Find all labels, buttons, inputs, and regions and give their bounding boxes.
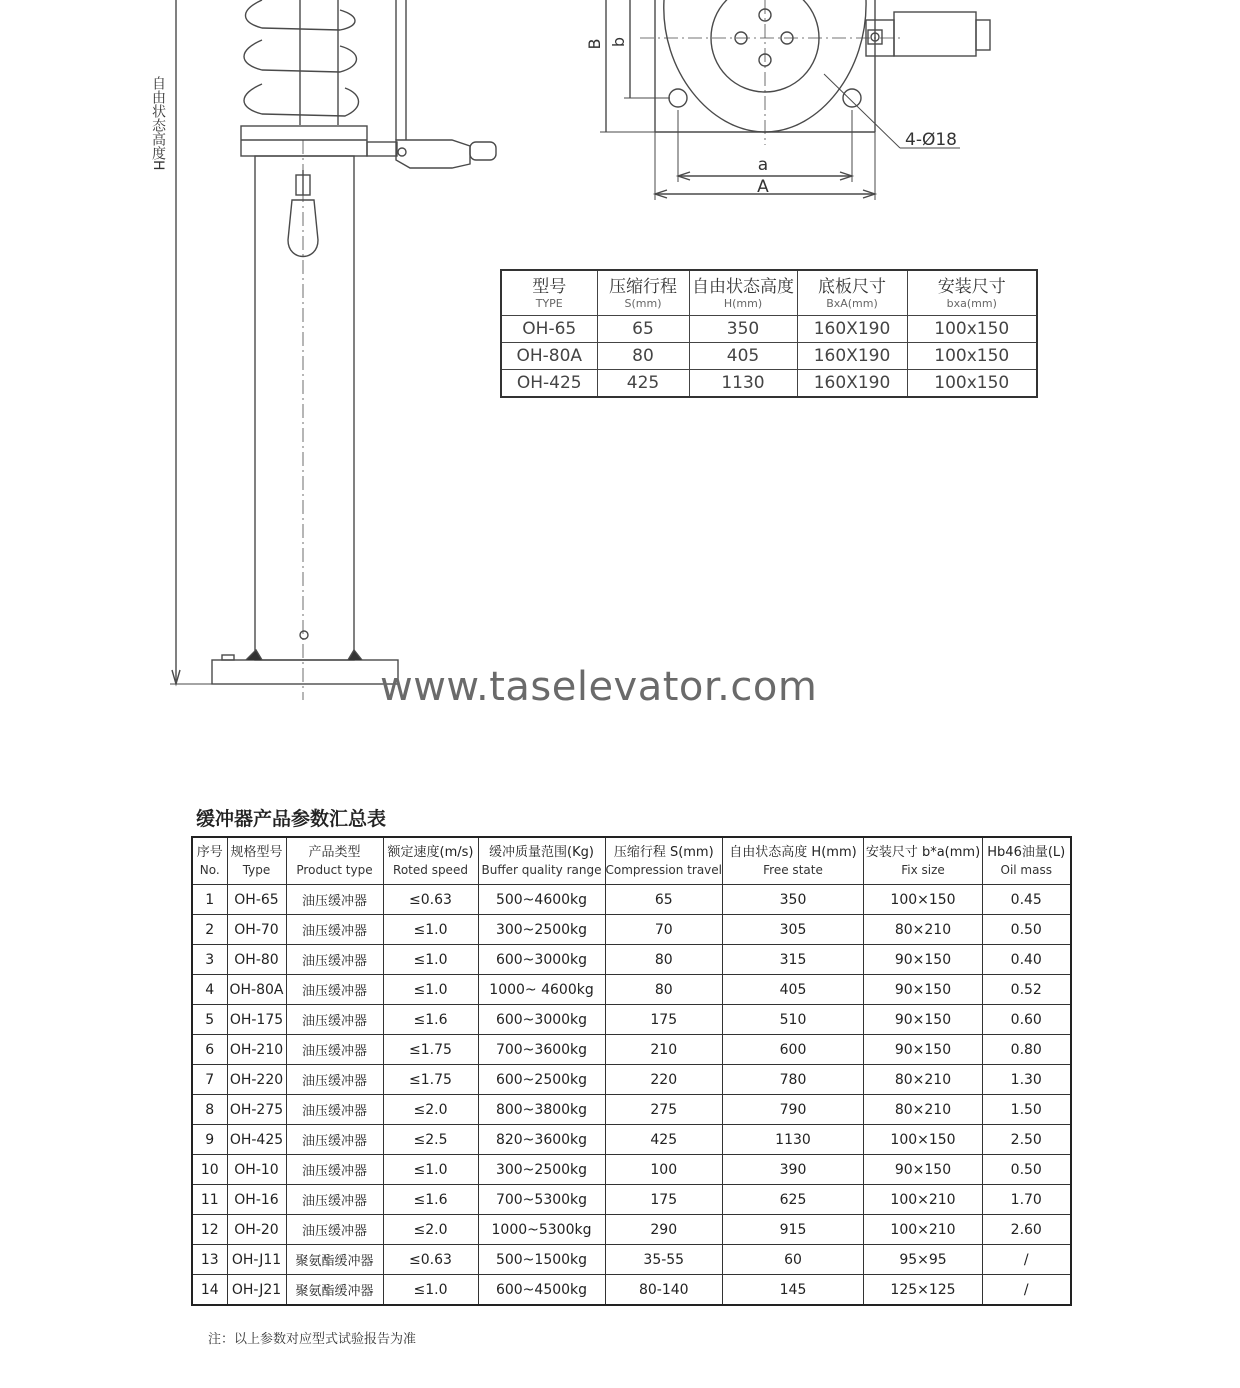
table-row [192,975,1071,1005]
summary-cell: 油压缓冲器 [286,1065,383,1095]
summary-cell: 油压缓冲器 [286,1005,383,1035]
summary-cell: 80-140 [605,1275,723,1306]
summary-cell: 2.60 [983,1215,1071,1245]
spec-table-row [501,370,1037,398]
spec-cell: OH-425 [501,370,597,398]
summary-cell: 70 [605,915,723,945]
summary-title: 缓冲器产品参数汇总表 [196,808,387,830]
summary-cell: 1.30 [983,1065,1071,1095]
summary-cell: 80×210 [864,915,983,945]
summary-cell: ≤1.0 [383,915,478,945]
summary-header-row [192,837,1071,885]
summary-cell: 0.45 [983,885,1071,915]
spec-table-row [501,316,1037,343]
table-row [192,915,1071,945]
summary-cell: 510 [723,1005,864,1035]
spec-cell: 100x150 [907,316,1037,343]
summary-cell: ≤0.63 [383,885,478,915]
table-row [192,1155,1071,1185]
summary-cell: 90×150 [864,975,983,1005]
summary-cell: 3 [192,945,227,975]
summary-cell: 10 [192,1155,227,1185]
summary-cell: 1 [192,885,227,915]
summary-cell: 油压缓冲器 [286,1155,383,1185]
spec-header-cell: 压缩行程 S(mm) [597,270,689,316]
table-row [192,1005,1071,1035]
table-row [192,1215,1071,1245]
dim-a-label: a [757,155,769,175]
dim-A-label: A [757,177,769,197]
spec-header-cell: 型号 TYPE [501,270,597,316]
summary-cell: 5 [192,1005,227,1035]
summary-cell: 290 [605,1215,723,1245]
summary-table [191,836,1072,1306]
summary-cell: 1.70 [983,1185,1071,1215]
spec-cell: 405 [689,343,797,370]
summary-cell: 145 [723,1275,864,1306]
summary-cell: ≤2.5 [383,1125,478,1155]
summary-cell: OH-70 [227,915,286,945]
summary-cell: 0.60 [983,1005,1071,1035]
summary-cell: ≤2.0 [383,1215,478,1245]
spec-header-cell: 安装尺寸 bxa(mm) [907,270,1037,316]
spec-table-row [501,343,1037,370]
summary-cell: 175 [605,1185,723,1215]
summary-cell: 12 [192,1215,227,1245]
summary-header-cell: 自由状态高度 H(mm) Free state [723,837,864,885]
summary-body [192,885,1071,1306]
summary-cell: 1130 [723,1125,864,1155]
summary-cell: OH-10 [227,1155,286,1185]
summary-cell: OH-65 [227,885,286,915]
summary-cell: 0.50 [983,915,1071,945]
table-row [192,1035,1071,1065]
summary-cell: 聚氨酯缓冲器 [286,1245,383,1275]
summary-cell: 305 [723,915,864,945]
table-row [192,1185,1071,1215]
summary-cell: OH-210 [227,1035,286,1065]
summary-cell: 90×150 [864,1035,983,1065]
summary-cell: 聚氨酯缓冲器 [286,1275,383,1306]
summary-cell: 425 [605,1125,723,1155]
summary-cell: 6 [192,1035,227,1065]
summary-cell: ≤1.6 [383,1185,478,1215]
summary-cell: 2.50 [983,1125,1071,1155]
spec-cell: 160X190 [797,370,907,398]
summary-cell: 790 [723,1095,864,1125]
summary-cell: 175 [605,1005,723,1035]
spec-cell: OH-65 [501,316,597,343]
summary-cell: OH-16 [227,1185,286,1215]
summary-cell: 100×210 [864,1215,983,1245]
spec-cell: 425 [597,370,689,398]
summary-cell: 390 [723,1155,864,1185]
summary-cell: ≤1.75 [383,1065,478,1095]
spec-cell: 80 [597,343,689,370]
summary-cell: 600~2500kg [478,1065,605,1095]
summary-header-cell: 安装尺寸 b*a(mm) Fix size [864,837,983,885]
watermark-url: www.taselevator.com [380,664,818,710]
summary-cell: 11 [192,1185,227,1215]
summary-cell: 4 [192,975,227,1005]
spec-table-header [501,270,1037,316]
summary-cell: 600~3000kg [478,1005,605,1035]
summary-cell: 油压缓冲器 [286,1215,383,1245]
summary-cell: 油压缓冲器 [286,945,383,975]
summary-cell: 275 [605,1095,723,1125]
summary-cell: 油压缓冲器 [286,1035,383,1065]
summary-header-cell: Hb46油量(L) Oil mass [983,837,1071,885]
summary-cell: / [983,1275,1071,1306]
summary-cell: 600~3000kg [478,945,605,975]
summary-cell: 350 [723,885,864,915]
summary-cell: 8 [192,1095,227,1125]
summary-cell: 9 [192,1125,227,1155]
spec-cell: 100x150 [907,370,1037,398]
summary-cell: / [983,1245,1071,1275]
summary-cell: 60 [723,1245,864,1275]
dim-B-label: B [585,38,604,50]
summary-cell: 915 [723,1215,864,1245]
summary-cell: ≤1.0 [383,1155,478,1185]
summary-cell: 油压缓冲器 [286,1185,383,1215]
summary-cell: 80×210 [864,1095,983,1125]
spec-cell: 350 [689,316,797,343]
summary-cell: 65 [605,885,723,915]
summary-cell: 90×150 [864,1155,983,1185]
summary-cell: 800~3800kg [478,1095,605,1125]
summary-cell: 820~3600kg [478,1125,605,1155]
summary-cell: 405 [723,975,864,1005]
summary-cell: 0.40 [983,945,1071,975]
summary-header-cell: 压缩行程 S(mm) Compression travel [605,837,723,885]
table-row [192,1125,1071,1155]
summary-cell: 300~2500kg [478,1155,605,1185]
summary-cell: 0.80 [983,1035,1071,1065]
spec-header-cell: 底板尺寸 BxA(mm) [797,270,907,316]
spec-cell: 65 [597,316,689,343]
summary-cell: OH-425 [227,1125,286,1155]
hole-callout-label: 4-Ø18 [905,130,957,150]
summary-header-cell: 缓冲质量范围(Kg) Buffer quality range [478,837,605,885]
summary-cell: 100×150 [864,1125,983,1155]
footnote: 注：以上参数对应型式试验报告为准 [208,1332,417,1347]
summary-cell: 210 [605,1035,723,1065]
summary-cell: OH-80 [227,945,286,975]
summary-cell: 100 [605,1155,723,1185]
summary-cell: OH-80A [227,975,286,1005]
summary-cell: 0.52 [983,975,1071,1005]
table-row [192,1275,1071,1306]
summary-cell: 80 [605,975,723,1005]
summary-cell: 80 [605,945,723,975]
summary-cell: 500~1500kg [478,1245,605,1275]
summary-cell: 35-55 [605,1245,723,1275]
summary-cell: 700~5300kg [478,1185,605,1215]
summary-cell: 1000~5300kg [478,1215,605,1245]
summary-cell: 油压缓冲器 [286,1125,383,1155]
table-row [192,1065,1071,1095]
summary-cell: OH-275 [227,1095,286,1125]
summary-cell: 625 [723,1185,864,1215]
summary-cell: 油压缓冲器 [286,915,383,945]
summary-cell: OH-175 [227,1005,286,1035]
summary-cell: 14 [192,1275,227,1306]
summary-cell: 500~4600kg [478,885,605,915]
spec-cell: 160X190 [797,316,907,343]
summary-cell: OH-J21 [227,1275,286,1306]
summary-cell: 90×150 [864,1005,983,1035]
summary-cell: 油压缓冲器 [286,885,383,915]
spec-cell: 100x150 [907,343,1037,370]
summary-cell: 600~4500kg [478,1275,605,1306]
summary-header-cell: 产品类型 Product type [286,837,383,885]
table-row [192,1245,1071,1275]
summary-cell: 1.50 [983,1095,1071,1125]
summary-cell: ≤1.6 [383,1005,478,1035]
summary-cell: 1000~ 4600kg [478,975,605,1005]
summary-cell: 90×150 [864,945,983,975]
summary-cell: 油压缓冲器 [286,975,383,1005]
summary-header-cell: 额定速度(m/s) Roted speed [383,837,478,885]
summary-cell: 300~2500kg [478,915,605,945]
summary-cell: ≤2.0 [383,1095,478,1125]
spec-table [500,269,1038,398]
table-row [192,885,1071,915]
left-height-label: 自由状态高度H [150,76,166,171]
summary-cell: 315 [723,945,864,975]
summary-cell: 700~3600kg [478,1035,605,1065]
summary-cell: 13 [192,1245,227,1275]
summary-cell: 600 [723,1035,864,1065]
summary-cell: 95×95 [864,1245,983,1275]
summary-cell: 100×210 [864,1185,983,1215]
summary-cell: 125×125 [864,1275,983,1306]
summary-cell: 220 [605,1065,723,1095]
summary-cell: 780 [723,1065,864,1095]
summary-cell: 80×210 [864,1065,983,1095]
summary-cell: 0.50 [983,1155,1071,1185]
summary-cell: 油压缓冲器 [286,1095,383,1125]
summary-cell: 2 [192,915,227,945]
summary-cell: OH-220 [227,1065,286,1095]
table-row [192,1095,1071,1125]
summary-cell: ≤0.63 [383,1245,478,1275]
spec-cell: 160X190 [797,343,907,370]
spec-cell: OH-80A [501,343,597,370]
table-row [192,945,1071,975]
spec-cell: 1130 [689,370,797,398]
summary-header-cell: 规格型号 Type [227,837,286,885]
summary-cell: 7 [192,1065,227,1095]
summary-cell: OH-J11 [227,1245,286,1275]
summary-cell: 100×150 [864,885,983,915]
summary-cell: ≤1.75 [383,1035,478,1065]
spec-header-cell: 自由状态高度 H(mm) [689,270,797,316]
summary-cell: ≤1.0 [383,975,478,1005]
summary-cell: OH-20 [227,1215,286,1245]
summary-header-cell: 序号 No. [192,837,227,885]
summary-cell: ≤1.0 [383,945,478,975]
dim-b-label: b [609,36,628,48]
summary-cell: ≤1.0 [383,1275,478,1306]
